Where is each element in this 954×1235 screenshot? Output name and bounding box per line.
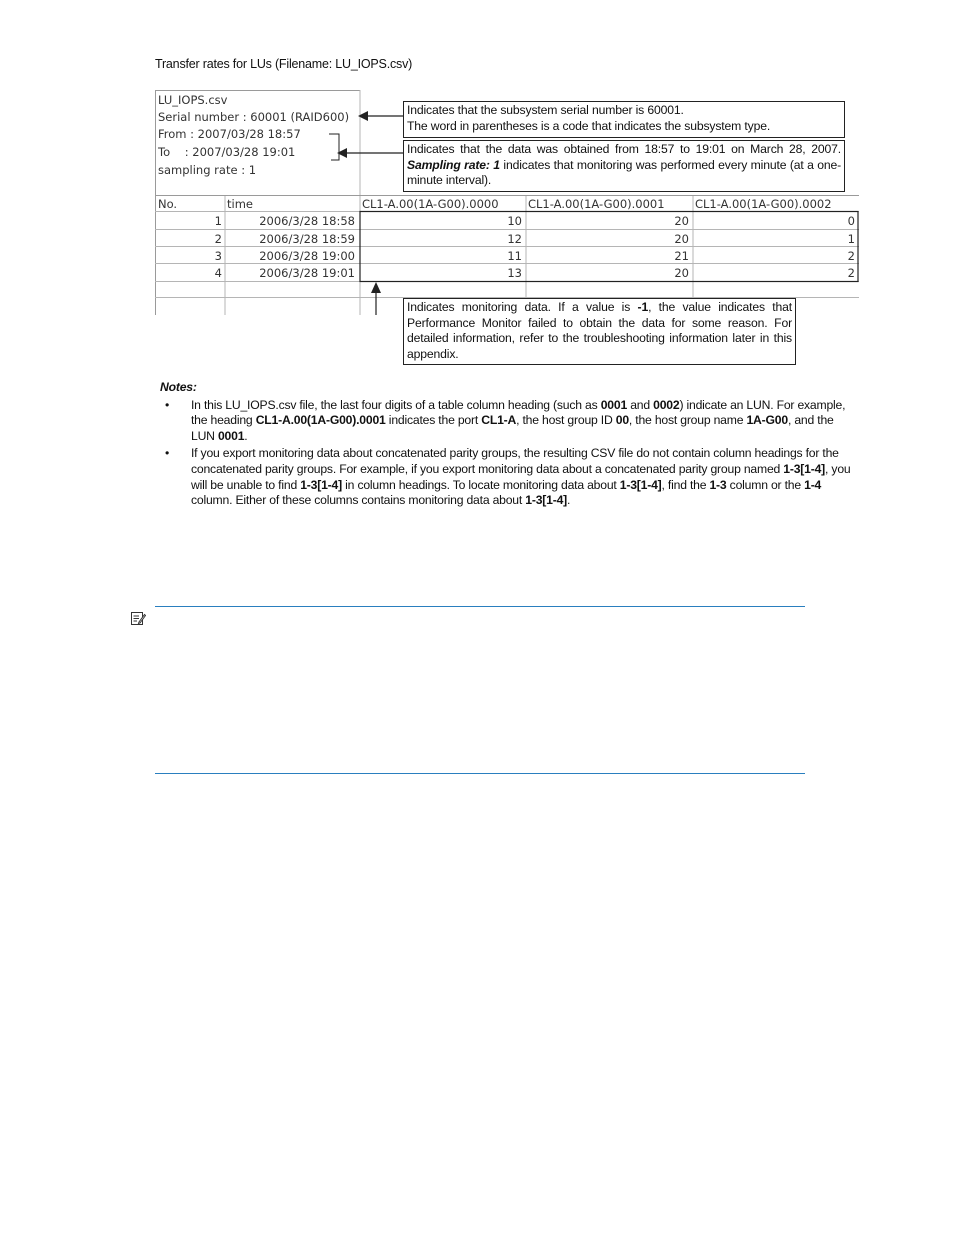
row-no: 4	[214, 266, 222, 280]
note-box-bottom-rule	[155, 773, 805, 774]
row-value: 20	[674, 266, 689, 280]
callout-time-text: Indicates that the data was obtained from 18:57 to 19:01 on March 28, 2007.	[407, 142, 841, 156]
row-value: 11	[507, 249, 522, 263]
note-icon	[130, 610, 146, 626]
column-header-no: No.	[158, 197, 178, 211]
note-bold: 0001	[600, 397, 628, 412]
csv-sampling-rate: sampling rate : 1	[158, 163, 257, 177]
callout-sampling-rate-label: Sampling rate: 1	[407, 157, 500, 172]
column-header-time: time	[227, 197, 253, 211]
callout-monitoring-data	[403, 298, 796, 365]
row-value: 12	[507, 232, 522, 246]
note-text: , find the	[661, 477, 710, 492]
note-bold: 1-3	[709, 477, 727, 492]
callout-monitoring-text: Indicates monitoring data. If a value is	[407, 300, 631, 314]
bullet-icon: •	[165, 446, 170, 461]
note-text: If you export monitoring data about concatenated parity groups, the resulting CSV file do not contain column headings for the concatenated parity groups. For example, if you export monitoring data about a concatenated parity group named	[191, 446, 839, 476]
note-text: in column headings. To locate monitoring data about	[341, 477, 620, 492]
note-bold: 1-3[1-4]	[300, 477, 342, 492]
note-text: and	[627, 397, 654, 412]
note-text: indicates the port	[385, 413, 482, 428]
note-text: , you will be unable to find	[191, 461, 851, 492]
row-value: 0	[847, 214, 855, 228]
callout-monitoring-text-2: , the value indicates that Performance Monitor failed to obtain the data for some reason. For detailed information, refer to the troubleshooting information later in this appendix.	[407, 300, 793, 361]
callout-serial-line-2: The word in parentheses is a code that indicates the subsystem type.	[407, 118, 771, 133]
row-value: 2	[847, 249, 855, 263]
note-text: , the host group ID	[516, 413, 616, 428]
note-box-top-rule	[155, 606, 805, 607]
callout-time-range	[403, 140, 845, 192]
figure-caption: Transfer rates for LUs (Filename: LU_IOPS.csv)	[155, 57, 413, 71]
note-text: In this LU_IOPS.csv file, the last four digits of a table column heading (such as	[191, 397, 601, 412]
note-text: column. Either of these columns contains monitoring data about	[191, 493, 526, 508]
csv-filename: LU_IOPS.csv	[158, 93, 228, 107]
note-text: .	[244, 428, 248, 443]
bullet-icon: •	[165, 397, 170, 412]
note-text: .	[567, 493, 571, 508]
csv-serial-number: Serial number : 60001 (RAID600)	[158, 110, 350, 124]
note-item	[160, 398, 860, 445]
note-bold: CL1-A.00(1A-G00).0001	[255, 413, 386, 428]
row-value: 20	[674, 232, 689, 246]
row-time: 2006/3/28 18:59	[259, 232, 355, 246]
note-bold: 1-3[1-4]	[619, 477, 662, 492]
callout-serial-number	[403, 101, 845, 138]
note-item	[160, 446, 860, 508]
row-value: 13	[507, 266, 522, 280]
row-value: 20	[674, 214, 689, 228]
csv-from: From : 2007/03/28 18:57	[158, 127, 301, 141]
row-no: 1	[214, 214, 222, 228]
note-bold: CL1-A	[481, 413, 517, 428]
row-time: 2006/3/28 18:58	[259, 214, 355, 228]
row-time: 2006/3/28 19:01	[259, 266, 355, 280]
row-time: 2006/3/28 19:00	[259, 249, 355, 263]
row-no: 2	[214, 232, 222, 246]
column-header-lun-0002: CL1-A.00(1A-G00).0002	[695, 197, 832, 211]
row-value: 1	[847, 232, 855, 246]
note-bold: 1-3[1-4]	[525, 493, 568, 508]
note-bold: 1-4	[804, 477, 822, 492]
notes-section	[160, 380, 860, 511]
column-header-lun-0000: CL1-A.00(1A-G00).0000	[362, 197, 499, 211]
note-bold: 1A-G00	[746, 413, 788, 428]
callout-time-text-2: indicates that monitoring was performed every minute (at a one-minute interval).	[407, 157, 841, 187]
csv-to: To : 2007/03/28 19:01	[158, 145, 296, 159]
csv-spreadsheet-figure	[155, 90, 859, 361]
note-bold: 00	[615, 413, 629, 428]
callout-serial-line-1: Indicates that the subsystem serial number is 60001.	[407, 103, 684, 117]
note-text: ) indicate an LUN. For example, the heading	[191, 397, 846, 428]
note-text: , and the LUN	[191, 413, 834, 443]
row-no: 3	[214, 249, 222, 263]
note-bold: 0001	[217, 428, 245, 443]
note-text: , the host group name	[628, 413, 747, 428]
row-value: 21	[674, 249, 689, 263]
column-header-lun-0001: CL1-A.00(1A-G00).0001	[528, 197, 665, 211]
row-value: 10	[507, 214, 522, 228]
note-bold: 1-3[1-4]	[783, 461, 826, 476]
note-text: column or the	[726, 477, 805, 492]
callout-monitoring-value: -1	[637, 300, 649, 314]
notes-title: Notes:	[160, 380, 197, 394]
note-bold: 0002	[653, 397, 680, 412]
row-value: 2	[847, 266, 855, 280]
